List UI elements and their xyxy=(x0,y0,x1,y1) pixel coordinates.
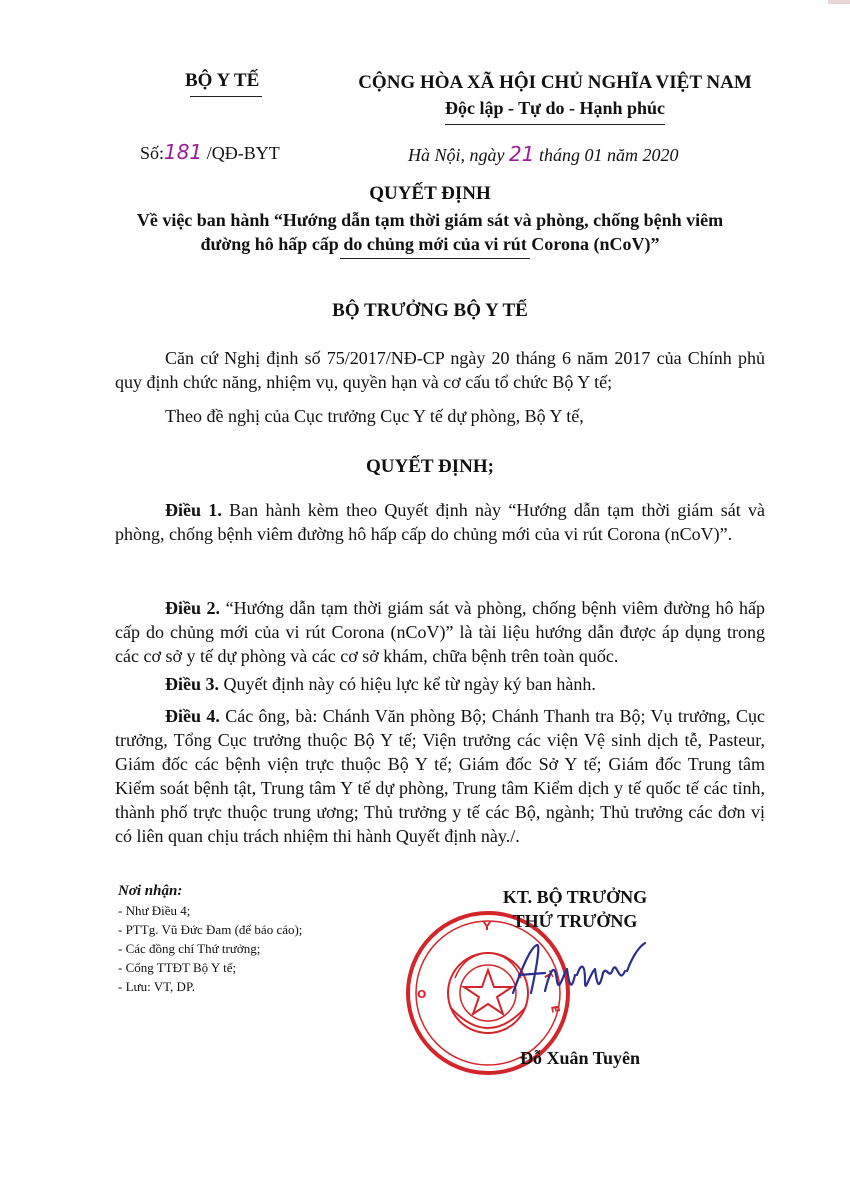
basis-paragraph-2: Theo đề nghị của Cục trưởng Cục Y tế dự phòng, Bộ Y tế, xyxy=(165,406,584,426)
motto-underline xyxy=(445,124,665,125)
subject-line-2: đường hô hấp cấp do chủng mới của vi rút Corona (nCoV)” xyxy=(200,234,660,254)
article-4-label: Điều 4. xyxy=(165,706,220,726)
svg-text:T: T xyxy=(540,969,556,983)
signature-block xyxy=(470,885,680,933)
article-2-label: Điều 2. xyxy=(165,598,221,618)
document-title: QUYẾT ĐỊNH xyxy=(369,183,491,204)
article-3-label: Điều 3. xyxy=(165,674,219,694)
date-day-handwritten: 21 xyxy=(509,142,535,166)
article-1-label: Điều 1. xyxy=(165,500,222,520)
article-4 xyxy=(115,704,765,848)
scan-corner-mark xyxy=(828,0,850,4)
document-number xyxy=(140,140,280,164)
doc-number-prefix: Số: xyxy=(140,143,165,163)
subject-underline xyxy=(340,258,530,259)
date-suffix: tháng 01 năm 2020 xyxy=(534,145,679,165)
doc-number-suffix: /QĐ-BYT xyxy=(202,143,280,163)
recipient-item: - Cổng TTĐT Bộ Y tế; xyxy=(118,960,237,975)
date-line xyxy=(408,142,678,166)
national-motto: Độc lập - Tự do - Hạnh phúc xyxy=(444,98,666,118)
decision-heading: QUYẾT ĐỊNH; xyxy=(366,456,494,477)
ministry-name: BỘ Y TẾ xyxy=(185,70,260,91)
recipient-item: - Như Điều 4; xyxy=(118,903,191,918)
recipients-heading: Nơi nhận: xyxy=(118,883,183,899)
doc-number-handwritten: 181 xyxy=(164,140,203,164)
article-3 xyxy=(115,672,765,696)
svg-text:E: E xyxy=(548,1004,563,1014)
signer-name: Đỗ Xuân Tuyên xyxy=(519,1048,641,1068)
article-3-text: Quyết định này có hiệu lực kể từ ngày ký ban hành. xyxy=(219,674,596,694)
svg-text:O: O xyxy=(417,988,427,1001)
signature-title-2: THỨ TRƯỞNG xyxy=(512,911,638,931)
recipients-block xyxy=(118,882,302,996)
recipient-item: - Các đồng chí Thứ trưởng; xyxy=(118,941,261,956)
recipient-item: - Lưu: VT, DP. xyxy=(118,979,195,994)
recipient-item: - PTTg. Vũ Đức Đam (để báo cáo); xyxy=(118,922,303,937)
ministry-underline xyxy=(190,96,262,97)
nation-name: CỘNG HÒA XÃ HỘI CHỦ NGHĨA VIỆT NAM xyxy=(358,72,752,93)
date-prefix: Hà Nội, ngày xyxy=(408,145,509,165)
basis-paragraph-1: Căn cứ Nghị định số 75/2017/NĐ-CP ngày 20 tháng 6 năm 2017 của Chính phủ quy định chức năng, nhiệm vụ, quyền hạn và cơ cấu tổ chức Bộ Y tế; xyxy=(115,348,765,392)
document-subject xyxy=(80,208,780,256)
handwritten-signature xyxy=(505,935,655,1005)
authority-heading: BỘ TRƯỞNG BỘ Y TẾ xyxy=(332,300,528,321)
svg-text:Y: Y xyxy=(483,920,491,933)
article-2-text: “Hướng dẫn tạm thời giám sát và phòng, chống bệnh viêm đường hô hấp cấp do chủng mới của vi rút Corona (nCoV)” là tài liệu hướng dẫn được áp dụng trong các cơ sở y tế dự phòng và các cơ sở khám, chữa bệnh trên toàn quốc. xyxy=(115,598,766,666)
article-1-text: Ban hành kèm theo Quyết định này “Hướng dẫn tạm thời giám sát và phòng, chống bệnh viêm đường hô hấp cấp do chủng mới của vi rút Corona (nCoV)”. xyxy=(115,500,766,544)
article-2 xyxy=(115,596,765,668)
article-4-text: Các ông, bà: Chánh Văn phòng Bộ; Chánh Thanh tra Bộ; Vụ trưởng, Cục trưởng, Tổng Cục trưởng thuộc Bộ Y tế; Viện trưởng các viện Vệ sinh dịch tễ, Pasteur, Giám đốc các bệnh viện trực thuộc Bộ Y tế; Giám đốc Sở Y tế; Giám đốc Trung tâm Kiểm soát bệnh tật, Trung tâm Y tế dự phòng, Trung tâm Kiểm dịch y tế quốc tế các tỉnh, thành phố trực thuộc trung ương; Thủ trưởng y tế các Bộ, ngành; Thủ trưởng các đơn vị có liên quan chịu trách nhiệm thi hành Quyết định này./. xyxy=(115,706,765,846)
subject-line-1: Về việc ban hành “Hướng dẫn tạm thời giám sát và phòng, chống bệnh viêm xyxy=(136,210,724,230)
article-1 xyxy=(115,498,765,546)
signature-title-1: KT. BỘ TRƯỞNG xyxy=(502,887,648,907)
